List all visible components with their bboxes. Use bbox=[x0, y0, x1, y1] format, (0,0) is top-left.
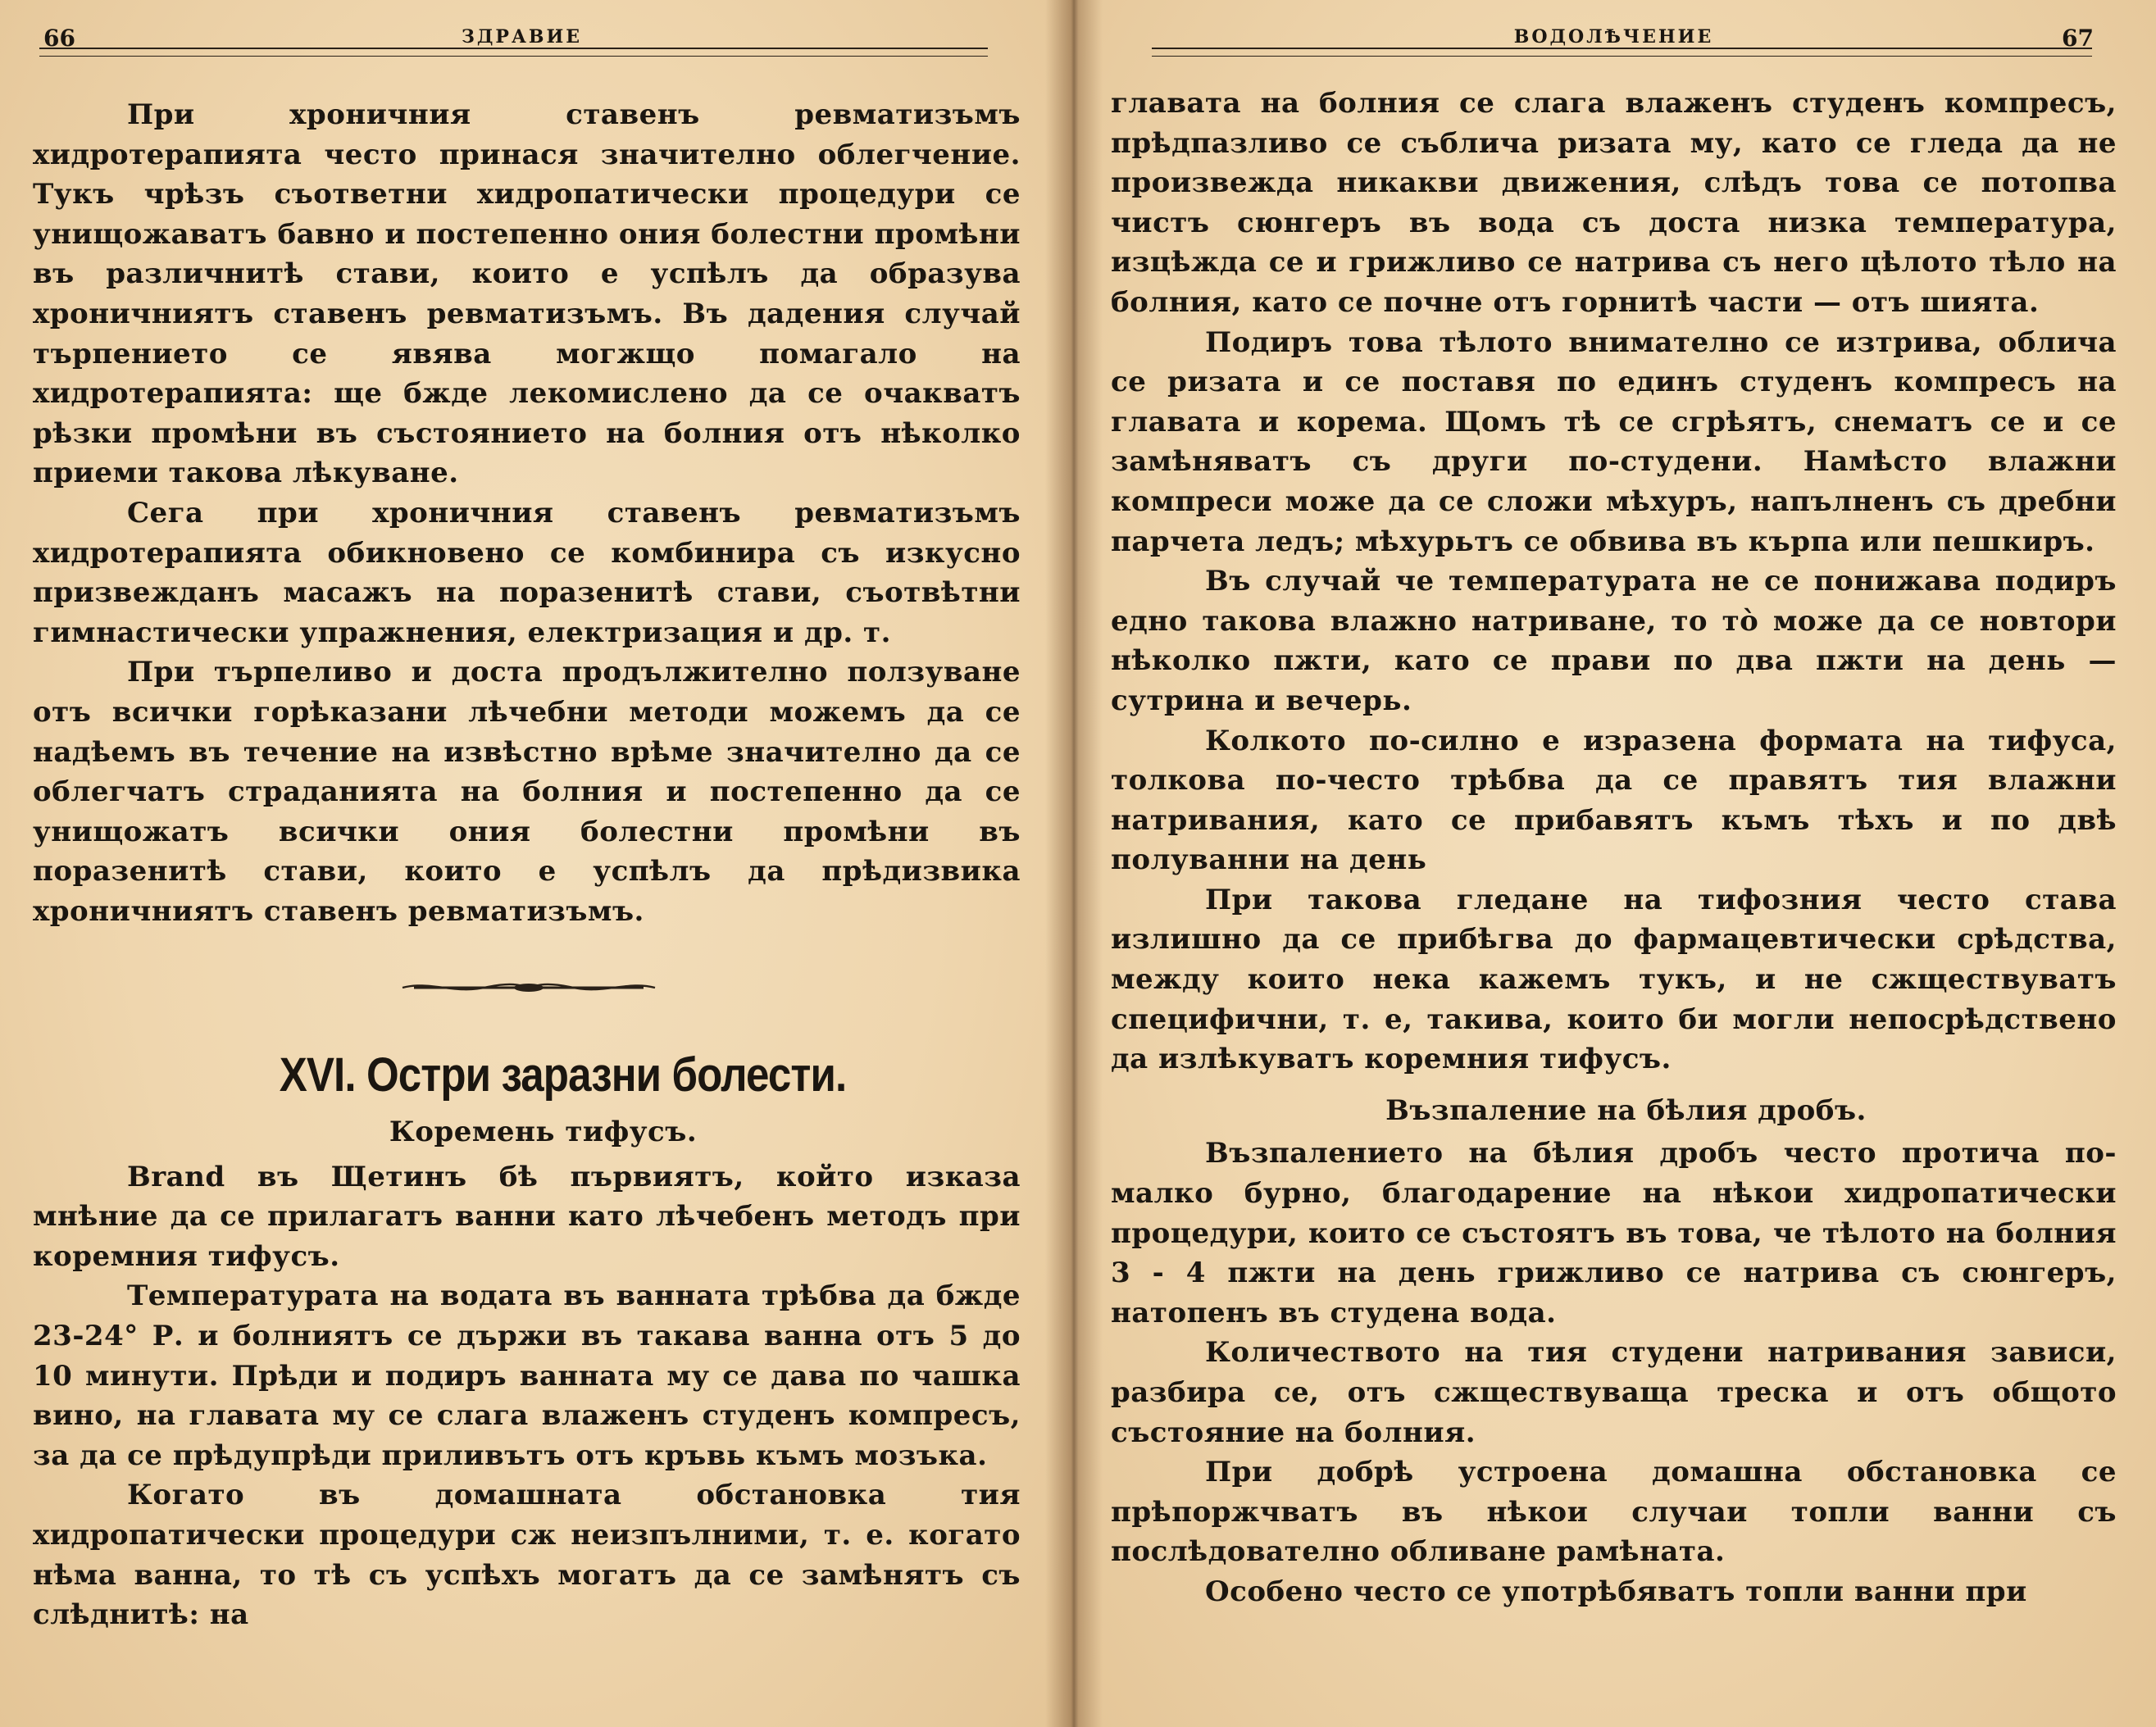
paragraph: При такова гледане на тифозния често става излишно да се прибѣгва до фармацевтически срѣдства, между които нека кажемъ тукъ, и не сжществуватъ специфични, т. е, такива, които би могли непосрѣдствено да излѣкуватъ коремния тифусъ. bbox=[1111, 883, 2117, 1076]
section-title: Възпаление на бѣлия дробъ. bbox=[1385, 1093, 1867, 1127]
paragraph: Възпалението на бѣлия дробъ често протича по-малко бурно, благодарение на нѣкои хидропатически процедури, които се състоятъ въ това, че тѣлото на болния 3 - 4 пжти на день грижливо се натрива съ сюнгеръ, натопенъ въ студена вода. bbox=[1111, 1137, 2117, 1329]
paragraph: Колкото по-силно е изразена формата на тифуса, толкова по-често трѣбва да се правятъ тия влажни натривания, като се прибавятъ къмъ тѣхъ и по двѣ полуванни на день bbox=[1111, 724, 2117, 877]
paragraph: главата на болния се слага влаженъ студенъ компресъ, прѣдпазливо се съблича ризата му, като се гледа да не произвежда никакви движения, слѣдъ това се потопва чистъ сюнгеръ въ вода съ доста низка температура, изцѣжда се и грижливо се натрива съ него цѣлото тѣло на болния, като се почне отъ горнитѣ части — отъ шията. bbox=[1111, 87, 2117, 319]
left-page-number: 66 bbox=[43, 25, 75, 52]
paragraph: Сега при хроничния ставенъ ревматизъмъ хидротерапията обикновено се комбинира съ изкусно призвежданъ масажъ на поразенитѣ стави, съотвѣтни гимнастически упражнения, електризация и др. т. bbox=[33, 496, 1021, 649]
right-page-number: 67 bbox=[2062, 25, 2094, 52]
paragraph: Brand въ Щетинъ бѣ първиятъ, който изказа мнѣние да се прилагатъ ванни като лѣчебенъ методъ при коремния тифусъ. bbox=[33, 1160, 1021, 1273]
paragraph: Подиръ това тѣлото внимателно се изтрива, облича се ризата и се поставя по единъ студенъ компресъ на главата и корема. Щомъ тѣ се сгрѣятъ, снематъ се и се замѣняватъ съ други по-студени. Намѣсто влажни компреси може да се сложи мѣхуръ, напълненъ съ дребни парчета ледъ; мѣхурьтъ се обвива въ кърпа или пешкиръ. bbox=[1111, 325, 2117, 558]
paragraph: Температурата на водата въ ванната трѣбва да бжде 23-24° Р. и болниятъ се държи въ такава ванна отъ 5 до 10 минути. Прѣди и подиръ ванната му се дава по чашка вино, на главата му се слага влаженъ студенъ компресъ, за да се прѣдупрѣди приливътъ отъ кръвь къмъ мозъка. bbox=[33, 1279, 1021, 1472]
paragraph: При хроничния ставенъ ревматизъмъ хидротерапията често принася значително облегчение. Тукъ чрѣзъ съответни хидропатически процедури се унищожаватъ бавно и постепенно ония болестни промѣни въ различнитѣ стави, които е успѣлъ да образува хроничниятъ ставенъ ревматизъмъ. Въ дадения случай търпението се явява могжщо помагало на хидротерапията: ще бжде лекомислено да се очакватъ рѣзки промѣни въ състоянието на болния отъ нѣколко приеми такова лѣкуване. bbox=[33, 98, 1021, 490]
left-page bbox=[0, 0, 1062, 1727]
right-running-title: ВОДОЛѢЧЕНИЕ bbox=[1513, 26, 1714, 48]
paragraph: Когато въ домашната обстановка тия хидропатически процедури сж неизпълними, т. е. когато нѣма ванна, то тѣ съ успѣхъ могатъ да се замѣнятъ съ слѣднитѣ: на bbox=[33, 1479, 1021, 1632]
chapter-title: XVI. Остри заразни болести. bbox=[279, 1048, 847, 1102]
left-body-text bbox=[23, 95, 1021, 1635]
paragraph: Въ случай че температурата не се понижава подиръ едно такова влажно натриване, то то̀ може да се новтори нѣколко пжти, като се прави по два пжти на день — сутрина и вечерь. bbox=[1111, 565, 2117, 717]
left-header-rule bbox=[39, 48, 988, 57]
paragraph: Особено често се употрѣбяватъ топли ванни при bbox=[1205, 1575, 2027, 1608]
paragraph: Количеството на тия студени натривания зависи, разбира се, отъ сжществуваща треска и отъ общото състояние на болния. bbox=[1111, 1336, 2117, 1449]
book-gutter bbox=[1045, 0, 1103, 1727]
section-title: Коремень тифусъ. bbox=[389, 1116, 698, 1149]
left-running-head bbox=[23, 0, 1021, 59]
section-divider-ornament bbox=[398, 979, 660, 997]
right-running-head bbox=[1111, 0, 2117, 59]
left-running-title: ЗДРАВИЕ bbox=[461, 26, 583, 48]
paragraph: При добрѣ устроена домашна обстановка се прѣпоржчватъ въ нѣкои случаи топли ванни съ послѣдователно обливане рамѣната. bbox=[1111, 1456, 2117, 1569]
right-header-rule bbox=[1152, 48, 2092, 57]
right-page bbox=[1062, 0, 2156, 1727]
right-body-text bbox=[1111, 84, 2117, 1612]
paragraph: При търпеливо и доста продължително ползуване отъ всички горѣказани лѣчебни методи можемъ да се надѣемъ въ течение на извѣстно врѣме значително да се облегчатъ страданията на болния и постепенно да се унищожатъ всички ония болестни промѣни въ поразенитѣ стави, които е успѣлъ да прѣдизвика хроничниятъ ставенъ ревматизъмъ. bbox=[33, 656, 1021, 928]
